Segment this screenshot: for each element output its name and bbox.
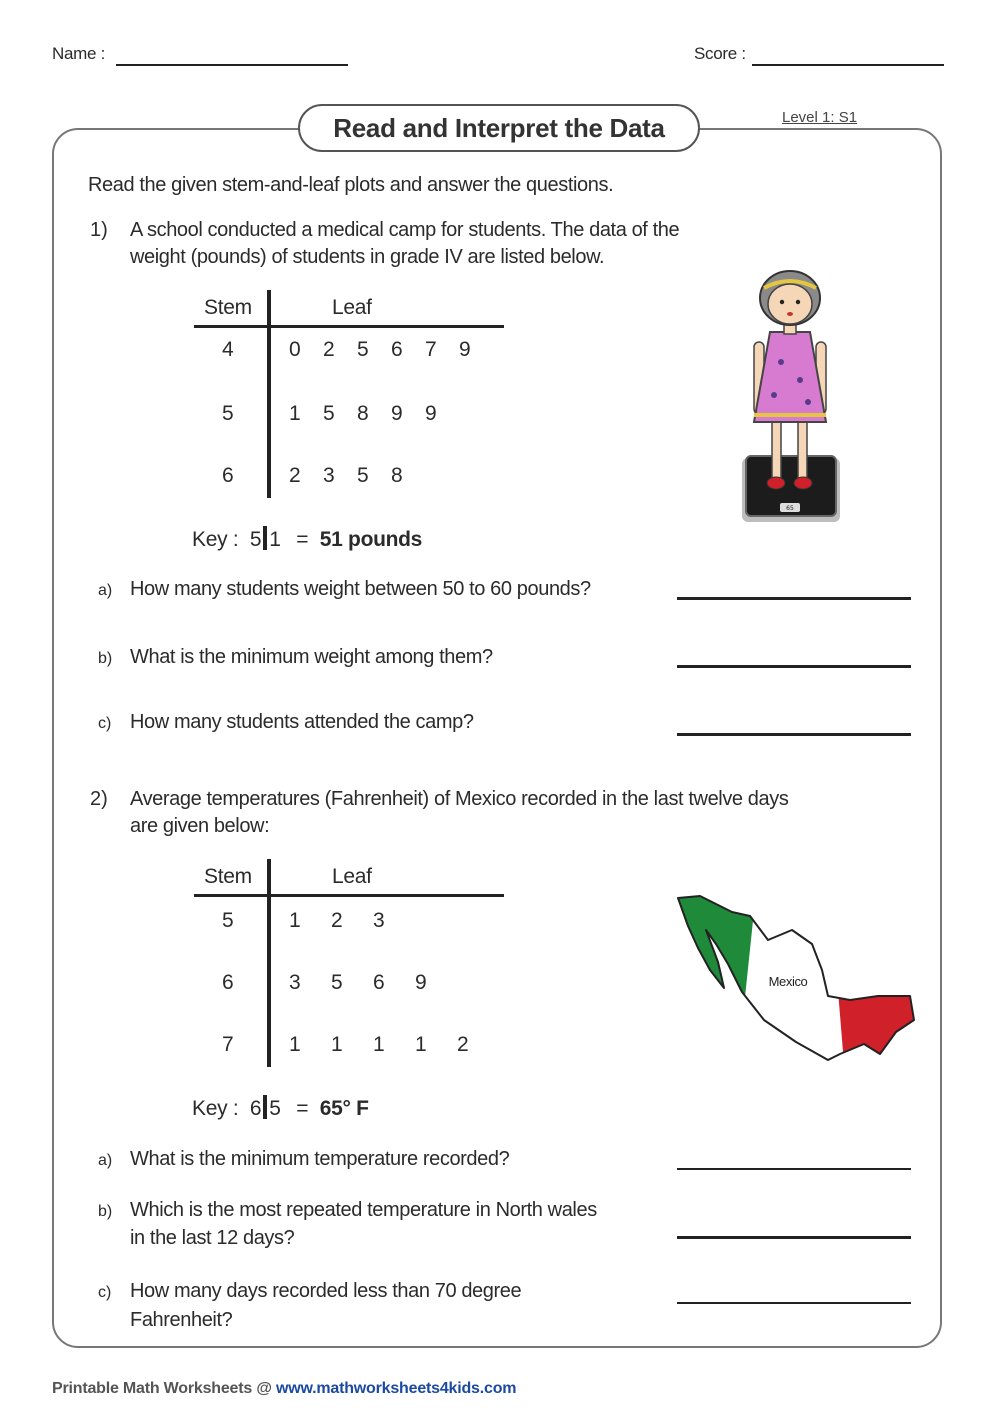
stem-value: 4 bbox=[222, 338, 234, 361]
leaf-row bbox=[289, 402, 459, 426]
plot-horizontal-rule bbox=[194, 894, 504, 897]
leaf-value: 6 bbox=[373, 971, 385, 994]
leaf-header: Leaf bbox=[332, 865, 372, 888]
stem-value: 6 bbox=[222, 971, 234, 994]
key-label: Key : bbox=[192, 528, 239, 551]
question-text-line2: in the last 12 days? bbox=[130, 1227, 295, 1249]
leaf-value: 1 bbox=[331, 1033, 343, 1056]
score-field[interactable] bbox=[752, 64, 944, 66]
leaf-value: 3 bbox=[373, 909, 385, 932]
leaf-value: 5 bbox=[357, 464, 369, 487]
answer-field[interactable] bbox=[677, 1236, 911, 1239]
leaf-value: 2 bbox=[331, 909, 343, 932]
problem-1-number: 1) bbox=[90, 219, 108, 241]
mouth bbox=[787, 312, 793, 316]
stem-leaf-plot-1 bbox=[190, 288, 510, 503]
question-text: How many students weight between 50 to 60 pounds? bbox=[130, 578, 591, 600]
leaf-value: 5 bbox=[331, 971, 343, 994]
stem-value: 6 bbox=[222, 464, 234, 487]
leaf-value: 2 bbox=[323, 338, 335, 361]
plot-2-key bbox=[192, 1095, 369, 1121]
girl-on-scale-illustration bbox=[736, 270, 846, 528]
leg bbox=[772, 420, 781, 480]
leaf-value: 2 bbox=[289, 464, 301, 487]
stem-leaf-plot-2 bbox=[190, 857, 510, 1072]
leaf-value: 6 bbox=[391, 338, 403, 361]
leg bbox=[798, 420, 807, 480]
leaf-value: 5 bbox=[323, 402, 335, 425]
leaf-header: Leaf bbox=[332, 296, 372, 319]
problem-2-number: 2) bbox=[90, 788, 108, 810]
score-label: Score : bbox=[694, 44, 746, 63]
leaf-value: 3 bbox=[289, 971, 301, 994]
leaf-row bbox=[289, 909, 415, 933]
dress-dot bbox=[771, 392, 777, 398]
question-letter: a) bbox=[98, 582, 113, 599]
eye bbox=[796, 300, 800, 304]
face bbox=[768, 284, 812, 324]
plot-vertical-rule bbox=[267, 859, 271, 1067]
leaf-value: 1 bbox=[289, 909, 301, 932]
dress-dot bbox=[805, 399, 811, 405]
map-label: Mexico bbox=[768, 974, 808, 989]
question-letter: c) bbox=[98, 1284, 112, 1301]
question-letter: b) bbox=[98, 650, 113, 667]
problem-2-text-line1: Average temperatures (Fahrenheit) of Mexico recorded in the last twelve days bbox=[130, 788, 789, 810]
leaf-value: 7 bbox=[425, 338, 437, 361]
scale-display-value: 65 bbox=[786, 505, 794, 512]
key-stem: 6 bbox=[249, 1097, 262, 1120]
key-divider bbox=[263, 526, 267, 550]
question-text: How many days recorded less than 70 degree bbox=[130, 1280, 522, 1302]
leaf-value: 1 bbox=[415, 1033, 427, 1056]
question-text: What is the minimum temperature recorded? bbox=[130, 1148, 510, 1170]
leaf-value: 1 bbox=[289, 402, 301, 425]
leaf-row bbox=[289, 971, 457, 995]
stem-value: 5 bbox=[222, 909, 234, 932]
problem-2-text-line2: are given below: bbox=[130, 815, 270, 837]
leaf-row bbox=[289, 338, 493, 362]
key-leaf: 1 bbox=[269, 528, 281, 551]
footer-prefix: Printable Math Worksheets @ bbox=[52, 1380, 276, 1397]
leaf-value: 0 bbox=[289, 338, 301, 361]
key-equals: = bbox=[296, 528, 309, 551]
plot-horizontal-rule bbox=[194, 325, 504, 328]
problem-1-text-line1: A school conducted a medical camp for students. The data of the bbox=[130, 219, 680, 241]
stem-header: Stem bbox=[204, 296, 252, 319]
question-text: How many students attended the camp? bbox=[130, 711, 474, 733]
question-text: What is the minimum weight among them? bbox=[130, 646, 493, 668]
leaf-value: 2 bbox=[457, 1033, 469, 1056]
dress-dot bbox=[778, 359, 784, 365]
leaf-value: 9 bbox=[391, 402, 403, 425]
key-leaf: 5 bbox=[269, 1097, 281, 1120]
stem-header: Stem bbox=[204, 865, 252, 888]
footer-link[interactable]: www.mathworksheets4kids.com bbox=[275, 1380, 517, 1397]
leaf-row bbox=[289, 464, 425, 488]
eye bbox=[780, 300, 784, 304]
instructions: Read the given stem-and-leaf plots and answer the questions. bbox=[88, 174, 614, 196]
leaf-value: 8 bbox=[357, 402, 369, 425]
question-letter: b) bbox=[98, 1203, 113, 1220]
leaf-value: 8 bbox=[391, 464, 403, 487]
leaf-row bbox=[289, 1033, 499, 1057]
question-letter: c) bbox=[98, 715, 112, 732]
stem-value: 5 bbox=[222, 402, 234, 425]
answer-field[interactable] bbox=[677, 1302, 911, 1304]
leaf-value: 1 bbox=[373, 1033, 385, 1056]
leaf-value: 3 bbox=[323, 464, 335, 487]
worksheet-title: Read and Interpret the Data bbox=[298, 104, 700, 152]
answer-field[interactable] bbox=[677, 733, 911, 736]
footer bbox=[52, 1380, 516, 1398]
plot-1-key bbox=[192, 526, 422, 552]
map-red-region bbox=[830, 892, 920, 1064]
key-equals: = bbox=[296, 1097, 309, 1120]
leaf-value: 9 bbox=[425, 402, 437, 425]
key-label: Key : bbox=[192, 1097, 239, 1120]
shoe bbox=[794, 477, 812, 489]
stem-value: 7 bbox=[222, 1033, 234, 1056]
shoe bbox=[767, 477, 785, 489]
plot-vertical-rule bbox=[267, 290, 271, 498]
problem-1-text-line2: weight (pounds) of students in grade IV are listed below. bbox=[130, 246, 605, 268]
key-divider bbox=[263, 1095, 267, 1119]
dress bbox=[754, 332, 826, 422]
answer-field[interactable] bbox=[677, 665, 911, 668]
name-field[interactable] bbox=[116, 64, 348, 66]
leaf-value: 5 bbox=[357, 338, 369, 361]
key-value: 65° F bbox=[319, 1097, 369, 1120]
answer-field[interactable] bbox=[677, 597, 911, 600]
key-value: 51 pounds bbox=[319, 528, 423, 551]
leaf-value: 9 bbox=[415, 971, 427, 994]
key-stem: 5 bbox=[249, 528, 262, 551]
level-label: Level 1: S1 bbox=[782, 109, 858, 126]
mexico-map-illustration bbox=[672, 892, 920, 1064]
leaf-value: 9 bbox=[459, 338, 471, 361]
question-text: Which is the most repeated temperature in North wales bbox=[130, 1199, 597, 1221]
question-text-line2: Fahrenheit? bbox=[130, 1309, 233, 1331]
dress-dot bbox=[797, 377, 803, 383]
leaf-value: 1 bbox=[289, 1033, 301, 1056]
question-letter: a) bbox=[98, 1152, 113, 1169]
name-label: Name : bbox=[52, 44, 105, 63]
answer-field[interactable] bbox=[677, 1168, 911, 1170]
